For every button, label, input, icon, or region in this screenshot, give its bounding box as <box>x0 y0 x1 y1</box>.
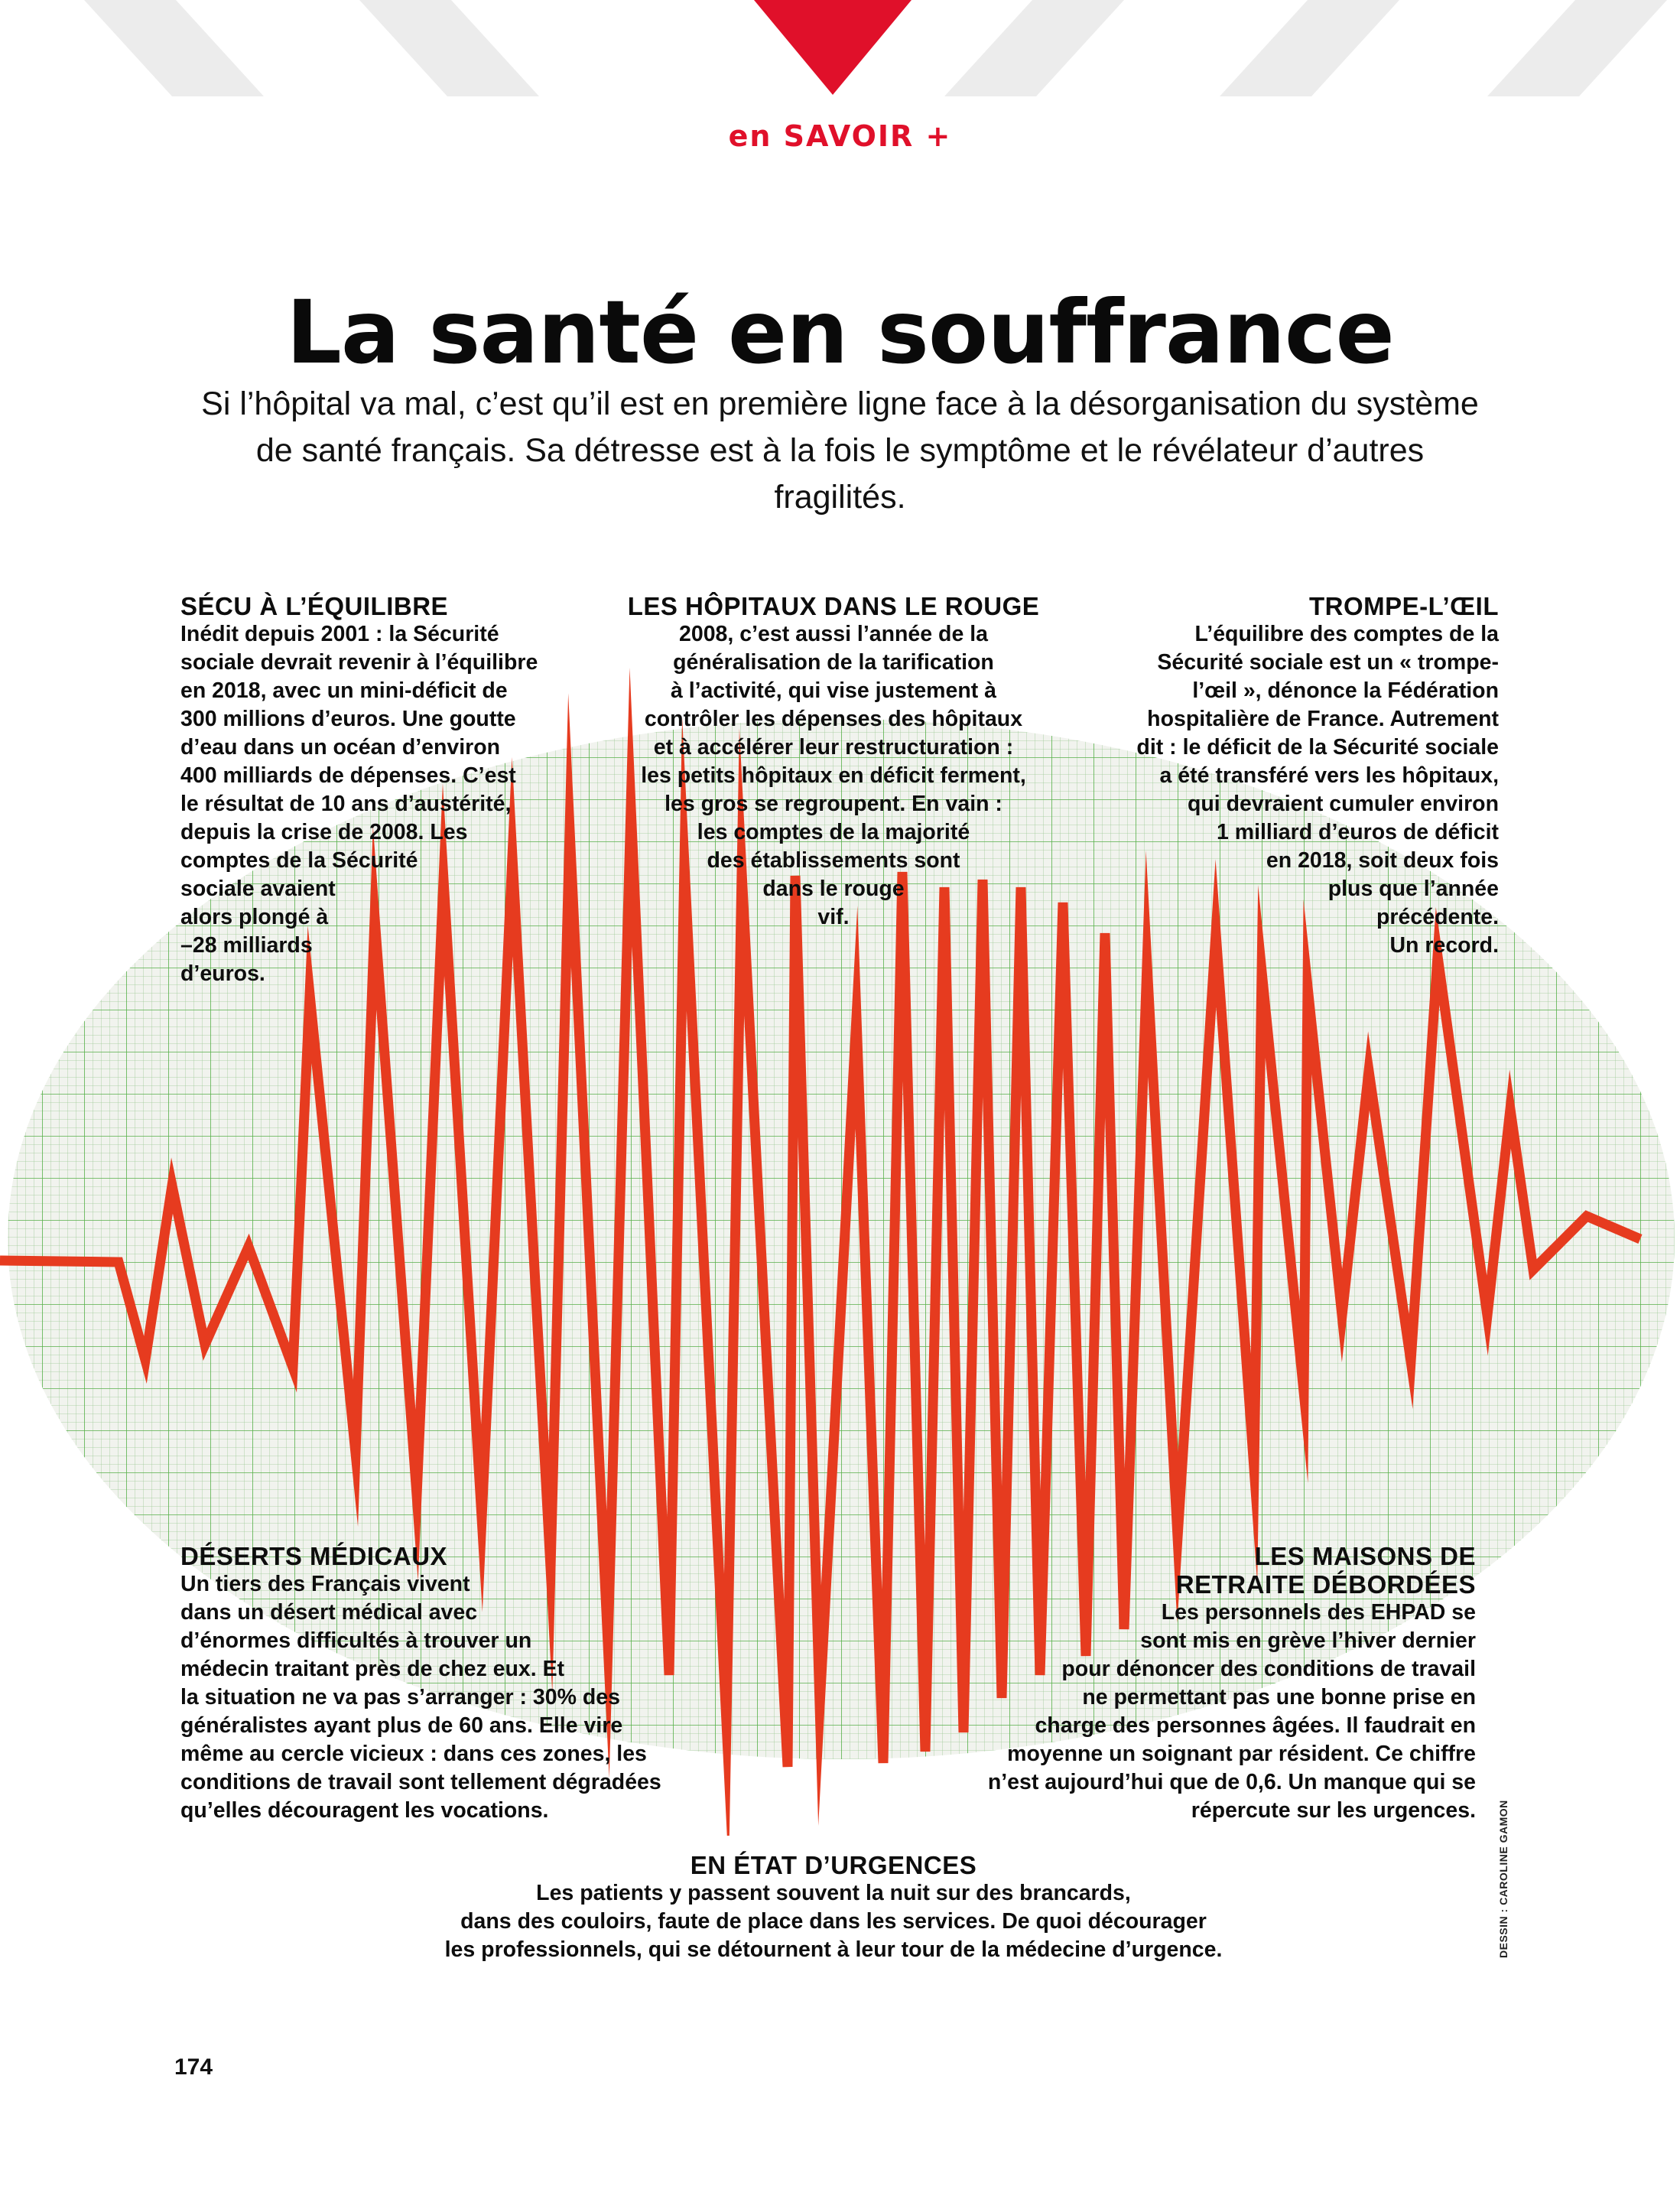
stripe <box>84 0 264 96</box>
illustration-credit: DESSIN : CAROLINE GAMON <box>1497 1800 1509 1958</box>
urgences-line: dans des couloirs, faute de place dans les services. De quoi décourager <box>460 1909 1207 1934</box>
maisons-line: sont mis en grève l’hiver dernier <box>1140 1628 1476 1653</box>
maisons-line: ne permettant pas une bonne prise en <box>1082 1685 1476 1709</box>
deserts-line: généralistes ayant plus de 60 ans. Elle vire <box>180 1713 623 1738</box>
article-lead: Si l’hôpital va mal, c’est qu’il est en première ligne face à la désorganisation du système de santé français. Sa détresse est à la fois le symptôme et le révélateur d’autres fragilités. <box>201 385 1479 516</box>
secu-line: sociale devrait revenir à l’équilibre <box>180 650 538 675</box>
trompe-line: L’équilibre des comptes de la <box>1194 622 1499 646</box>
hopitaux-block <box>596 592 1071 932</box>
hopitaux-line: vif. <box>817 905 850 929</box>
trompe-block <box>1040 592 1499 960</box>
trompe-line: qui devraient cumuler environ <box>1187 792 1499 816</box>
trompe-line: précédente. <box>1376 905 1499 929</box>
stripe <box>359 0 539 96</box>
hopitaux-line: à l’activité, qui vise justement à <box>670 678 997 703</box>
urgences-line: Les patients y passent souvent la nuit sur des brancards, <box>536 1881 1131 1905</box>
hopitaux-line: des établissements sont <box>707 848 960 873</box>
deserts-line: la situation ne va pas s’arranger : 30% des <box>180 1685 620 1709</box>
hopitaux-line: les petits hôpitaux en déficit ferment, <box>641 763 1026 788</box>
deserts-line: même au cercle vicieux : dans ces zones, les <box>180 1742 647 1766</box>
trompe-line: dit : le déficit de la Sécurité sociale <box>1136 735 1499 760</box>
secu-line: le résultat de 10 ans d’austérité, <box>180 792 512 816</box>
hopitaux-line: les comptes de la majorité <box>697 820 970 844</box>
maisons-line: moyenne un soignant par résident. Ce chiffre <box>1007 1742 1476 1766</box>
deserts-line: conditions de travail sont tellement dégradées <box>180 1770 661 1794</box>
urgences-heading: EN ÉTAT D’URGENCES <box>690 1851 977 1879</box>
trompe-line: plus que l’année <box>1327 877 1499 901</box>
trompe-heading: TROMPE-L’ŒIL <box>1309 592 1499 620</box>
urgences-block <box>367 1851 1300 1964</box>
hopitaux-line: dans le rouge <box>762 877 905 901</box>
article-title: La santé en souffrance <box>286 281 1394 383</box>
urgences-line: les professionnels, qui se détournent à leur tour de la médecine d’urgence. <box>444 1937 1223 1962</box>
chevron-stripes-header <box>0 0 1680 96</box>
trompe-line: 1 milliard d’euros de déficit <box>1216 820 1499 844</box>
maisons-line: n’est aujourd’hui que de 0,6. Un manque qui se <box>987 1770 1476 1794</box>
stripe <box>1220 0 1399 96</box>
trompe-line: a été transféré vers les hôpitaux, <box>1159 763 1499 788</box>
maisons-line: répercute sur les urgences. <box>1191 1798 1476 1823</box>
deserts-line: qu’elles découragent les vocations. <box>180 1798 549 1823</box>
hopitaux-heading: LES HÔPITAUX DANS LE ROUGE <box>627 592 1040 620</box>
secu-line: sociale avaient <box>180 877 336 901</box>
hopitaux-line: contrôler les dépenses des hôpitaux <box>644 707 1023 731</box>
deserts-heading: DÉSERTS MÉDICAUX <box>180 1542 448 1570</box>
maisons-line: charge des personnes âgées. Il faudrait en <box>1035 1713 1476 1738</box>
deserts-block <box>180 1542 746 1825</box>
secu-line: Inédit depuis 2001 : la Sécurité <box>180 622 499 646</box>
deserts-line: médecin traitant près de chez eux. Et <box>180 1657 565 1681</box>
deserts-line: d’énormes difficultés à trouver un <box>180 1628 532 1653</box>
hopitaux-line: les gros se regroupent. En vain : <box>665 792 1002 816</box>
maisons-heading-line: LES MAISONS DE <box>1254 1542 1476 1570</box>
maisons-block <box>902 1542 1476 1825</box>
deserts-line: Un tiers des Français vivent <box>180 1572 470 1596</box>
secu-line: 400 milliards de dépenses. C’est <box>180 763 516 788</box>
stripe <box>1487 0 1667 96</box>
secu-line: –28 milliards <box>180 933 313 958</box>
hopitaux-line: 2008, c’est aussi l’année de la <box>679 622 988 646</box>
maisons-line: Les personnels des EHPAD se <box>1161 1600 1476 1625</box>
secu-heading: SÉCU À L’ÉQUILIBRE <box>180 592 449 620</box>
secu-line: 300 millions d’euros. Une goutte <box>180 707 516 731</box>
trompe-line: l’œil », dénonce la Fédération <box>1192 678 1499 703</box>
maisons-line: pour dénoncer des conditions de travail <box>1061 1657 1476 1681</box>
stripe <box>944 0 1124 96</box>
page-number: 174 <box>174 2054 213 2080</box>
hopitaux-line: et à accélérer leur restructuration : <box>653 735 1014 760</box>
trompe-line: Sécurité sociale est un « trompe- <box>1157 650 1499 675</box>
section-kicker: en SAVOIR + <box>728 119 952 153</box>
secu-line: d’eau dans un océan d’environ <box>180 735 501 760</box>
hopitaux-line: généralisation de la tarification <box>673 650 994 675</box>
trompe-line: hospitalière de France. Autrement <box>1147 707 1499 731</box>
secu-line: depuis la crise de 2008. Les <box>180 820 468 844</box>
secu-line: en 2018, avec un mini-déficit de <box>180 678 508 703</box>
trompe-line: en 2018, soit deux fois <box>1266 848 1499 873</box>
trompe-line: Un record. <box>1389 933 1499 958</box>
maisons-heading-line: RETRAITE DÉBORDÉES <box>1175 1570 1476 1599</box>
secu-line: d’euros. <box>180 961 265 986</box>
secu-line: alors plongé à <box>180 905 329 929</box>
deserts-line: dans un désert médical avec <box>180 1600 478 1625</box>
red-triangle-marker <box>754 0 911 95</box>
secu-line: comptes de la Sécurité <box>180 848 418 873</box>
